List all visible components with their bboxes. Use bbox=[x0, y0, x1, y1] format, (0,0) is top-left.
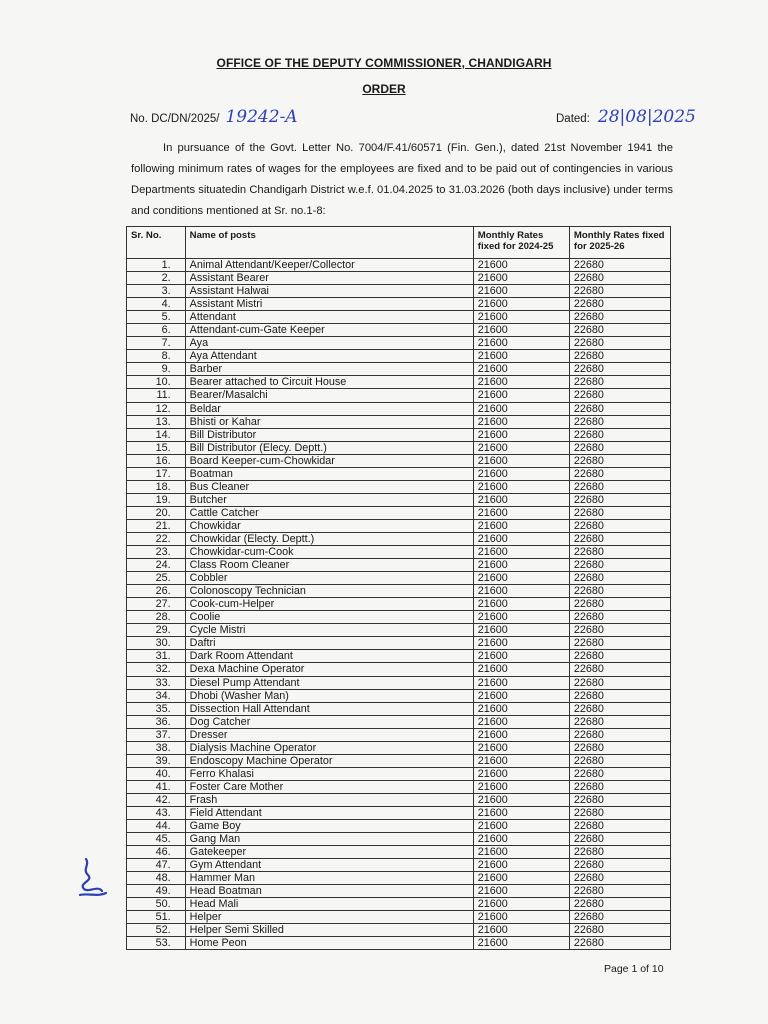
post-name-cell: Helper Semi Skilled bbox=[185, 924, 473, 937]
table-row bbox=[127, 441, 671, 454]
table-row bbox=[127, 637, 671, 650]
rate-2025-26-cell: 22680 bbox=[569, 846, 670, 859]
rate-2024-25-cell: 21600 bbox=[473, 480, 569, 493]
table-row bbox=[127, 454, 671, 467]
sr-no-cell: 13. bbox=[127, 415, 186, 428]
post-name-cell: Gang Man bbox=[185, 833, 473, 846]
post-name-cell: Diesel Pump Attendant bbox=[185, 676, 473, 689]
rate-2024-25-cell: 21600 bbox=[473, 389, 569, 402]
rate-2024-25-cell: 21600 bbox=[473, 324, 569, 337]
rate-2025-26-cell: 22680 bbox=[569, 519, 670, 532]
post-name-cell: Head Mali bbox=[185, 898, 473, 911]
post-name-cell: Cook-cum-Helper bbox=[185, 598, 473, 611]
post-name-cell: Dialysis Machine Operator bbox=[185, 741, 473, 754]
sr-no-cell: 50. bbox=[127, 898, 186, 911]
header-name-of-posts: Name of posts bbox=[185, 227, 473, 259]
table-row bbox=[127, 859, 671, 872]
post-name-cell: Assistant Mistri bbox=[185, 298, 473, 311]
table-row bbox=[127, 272, 671, 285]
rate-2024-25-cell: 21600 bbox=[473, 637, 569, 650]
post-name-cell: Board Keeper-cum-Chowkidar bbox=[185, 454, 473, 467]
rate-2024-25-cell: 21600 bbox=[473, 715, 569, 728]
sr-no-cell: 35. bbox=[127, 702, 186, 715]
post-name-cell: Boatman bbox=[185, 467, 473, 480]
sr-no-cell: 25. bbox=[127, 572, 186, 585]
rate-2024-25-cell: 21600 bbox=[473, 272, 569, 285]
rate-2025-26-cell: 22680 bbox=[569, 350, 670, 363]
rate-2024-25-cell: 21600 bbox=[473, 506, 569, 519]
table-row bbox=[127, 298, 671, 311]
post-name-cell: Daftri bbox=[185, 637, 473, 650]
rate-2024-25-cell: 21600 bbox=[473, 859, 569, 872]
rate-2024-25-cell: 21600 bbox=[473, 311, 569, 324]
rate-2024-25-cell: 21600 bbox=[473, 441, 569, 454]
rate-2025-26-cell: 22680 bbox=[569, 572, 670, 585]
rate-2025-26-cell: 22680 bbox=[569, 532, 670, 545]
table-row bbox=[127, 911, 671, 924]
table-row bbox=[127, 324, 671, 337]
dated-label: Dated: bbox=[556, 113, 590, 125]
reference-handwritten: 19242-A bbox=[225, 107, 298, 127]
sr-no-cell: 27. bbox=[127, 598, 186, 611]
post-name-cell: Frash bbox=[185, 793, 473, 806]
table-row bbox=[127, 402, 671, 415]
rate-2025-26-cell: 22680 bbox=[569, 715, 670, 728]
table-row bbox=[127, 676, 671, 689]
table-row bbox=[127, 650, 671, 663]
rate-2025-26-cell: 22680 bbox=[569, 585, 670, 598]
table-row bbox=[127, 428, 671, 441]
rate-2024-25-cell: 21600 bbox=[473, 611, 569, 624]
post-name-cell: Chowkidar (Electy. Deptt.) bbox=[185, 532, 473, 545]
sr-no-cell: 18. bbox=[127, 480, 186, 493]
table-row bbox=[127, 624, 671, 637]
post-name-cell: Barber bbox=[185, 363, 473, 376]
table-body bbox=[127, 259, 671, 950]
reference-prefix: No. DC/DN/2025/ bbox=[130, 113, 220, 125]
rate-2025-26-cell: 22680 bbox=[569, 663, 670, 676]
rate-2024-25-cell: 21600 bbox=[473, 519, 569, 532]
date-handwritten: 28|08|2025 bbox=[597, 107, 696, 127]
rate-2024-25-cell: 21600 bbox=[473, 546, 569, 559]
rate-2024-25-cell: 21600 bbox=[473, 924, 569, 937]
table-row bbox=[127, 480, 671, 493]
rate-2025-26-cell: 22680 bbox=[569, 415, 670, 428]
sr-no-cell: 33. bbox=[127, 676, 186, 689]
page-number: Page 1 of 10 bbox=[604, 963, 664, 975]
table-row bbox=[127, 559, 671, 572]
rate-2025-26-cell: 22680 bbox=[569, 728, 670, 741]
post-name-cell: Bill Distributor bbox=[185, 428, 473, 441]
table-row bbox=[127, 598, 671, 611]
post-name-cell: Coolie bbox=[185, 611, 473, 624]
post-name-cell: Chowkidar bbox=[185, 519, 473, 532]
rate-2024-25-cell: 21600 bbox=[473, 728, 569, 741]
sr-no-cell: 40. bbox=[127, 767, 186, 780]
rate-2025-26-cell: 22680 bbox=[569, 924, 670, 937]
rate-2024-25-cell: 21600 bbox=[473, 598, 569, 611]
sr-no-cell: 11. bbox=[127, 389, 186, 402]
sr-no-cell: 1. bbox=[127, 259, 186, 272]
rate-2024-25-cell: 21600 bbox=[473, 872, 569, 885]
sr-no-cell: 15. bbox=[127, 441, 186, 454]
rate-2025-26-cell: 22680 bbox=[569, 741, 670, 754]
table-row bbox=[127, 820, 671, 833]
post-name-cell: Field Attendant bbox=[185, 806, 473, 819]
sr-no-cell: 17. bbox=[127, 467, 186, 480]
sr-no-cell: 34. bbox=[127, 689, 186, 702]
sr-no-cell: 32. bbox=[127, 663, 186, 676]
sr-no-cell: 16. bbox=[127, 454, 186, 467]
sr-no-cell: 49. bbox=[127, 885, 186, 898]
rate-2025-26-cell: 22680 bbox=[569, 780, 670, 793]
table-row bbox=[127, 728, 671, 741]
post-name-cell: Aya Attendant bbox=[185, 350, 473, 363]
post-name-cell: Cobbler bbox=[185, 572, 473, 585]
post-name-cell: Attendant-cum-Gate Keeper bbox=[185, 324, 473, 337]
rate-2024-25-cell: 21600 bbox=[473, 493, 569, 506]
sr-no-cell: 31. bbox=[127, 650, 186, 663]
post-name-cell: Home Peon bbox=[185, 937, 473, 950]
sr-no-cell: 14. bbox=[127, 428, 186, 441]
sr-no-cell: 41. bbox=[127, 780, 186, 793]
post-name-cell: Hammer Man bbox=[185, 872, 473, 885]
post-name-cell: Dexa Machine Operator bbox=[185, 663, 473, 676]
rate-2024-25-cell: 21600 bbox=[473, 741, 569, 754]
rate-2025-26-cell: 22680 bbox=[569, 820, 670, 833]
rate-2025-26-cell: 22680 bbox=[569, 806, 670, 819]
rate-2024-25-cell: 21600 bbox=[473, 911, 569, 924]
table-row bbox=[127, 506, 671, 519]
table-row bbox=[127, 780, 671, 793]
rate-2025-26-cell: 22680 bbox=[569, 689, 670, 702]
sr-no-cell: 47. bbox=[127, 859, 186, 872]
rate-2024-25-cell: 21600 bbox=[473, 689, 569, 702]
sr-no-cell: 7. bbox=[127, 337, 186, 350]
rate-2024-25-cell: 21600 bbox=[473, 376, 569, 389]
rate-2024-25-cell: 21600 bbox=[473, 833, 569, 846]
sr-no-cell: 38. bbox=[127, 741, 186, 754]
rate-2024-25-cell: 21600 bbox=[473, 559, 569, 572]
sr-no-cell: 26. bbox=[127, 585, 186, 598]
rate-2025-26-cell: 22680 bbox=[569, 637, 670, 650]
rate-2025-26-cell: 22680 bbox=[569, 480, 670, 493]
rate-2024-25-cell: 21600 bbox=[473, 467, 569, 480]
rate-2024-25-cell: 21600 bbox=[473, 846, 569, 859]
sr-no-cell: 52. bbox=[127, 924, 186, 937]
rate-2024-25-cell: 21600 bbox=[473, 454, 569, 467]
rate-2025-26-cell: 22680 bbox=[569, 611, 670, 624]
table-row bbox=[127, 885, 671, 898]
rate-2025-26-cell: 22680 bbox=[569, 454, 670, 467]
sr-no-cell: 44. bbox=[127, 820, 186, 833]
post-name-cell: Cattle Catcher bbox=[185, 506, 473, 519]
rate-2024-25-cell: 21600 bbox=[473, 624, 569, 637]
rate-2025-26-cell: 22680 bbox=[569, 337, 670, 350]
rate-2025-26-cell: 22680 bbox=[569, 298, 670, 311]
table-row bbox=[127, 937, 671, 950]
rate-2025-26-cell: 22680 bbox=[569, 767, 670, 780]
sr-no-cell: 30. bbox=[127, 637, 186, 650]
sr-no-cell: 28. bbox=[127, 611, 186, 624]
rate-2025-26-cell: 22680 bbox=[569, 937, 670, 950]
post-name-cell: Helper bbox=[185, 911, 473, 924]
table-row bbox=[127, 611, 671, 624]
sr-no-cell: 46. bbox=[127, 846, 186, 859]
rate-2024-25-cell: 21600 bbox=[473, 767, 569, 780]
table-row bbox=[127, 767, 671, 780]
header-rate-2025-26: Monthly Rates fixed for 2025-26 bbox=[569, 227, 670, 259]
table-row bbox=[127, 793, 671, 806]
rate-2025-26-cell: 22680 bbox=[569, 754, 670, 767]
rate-2025-26-cell: 22680 bbox=[569, 324, 670, 337]
rate-2024-25-cell: 21600 bbox=[473, 428, 569, 441]
table-row bbox=[127, 898, 671, 911]
table-row bbox=[127, 572, 671, 585]
post-name-cell: Gym Attendant bbox=[185, 859, 473, 872]
sr-no-cell: 4. bbox=[127, 298, 186, 311]
sr-no-cell: 48. bbox=[127, 872, 186, 885]
post-name-cell: Gatekeeper bbox=[185, 846, 473, 859]
table-row bbox=[127, 702, 671, 715]
header-sr-no: Sr. No. bbox=[127, 227, 186, 259]
post-name-cell: Dresser bbox=[185, 728, 473, 741]
sr-no-cell: 51. bbox=[127, 911, 186, 924]
rate-2025-26-cell: 22680 bbox=[569, 493, 670, 506]
post-name-cell: Assistant Halwai bbox=[185, 285, 473, 298]
rate-2024-25-cell: 21600 bbox=[473, 259, 569, 272]
sr-no-cell: 29. bbox=[127, 624, 186, 637]
table-row bbox=[127, 754, 671, 767]
rate-2025-26-cell: 22680 bbox=[569, 859, 670, 872]
rate-2024-25-cell: 21600 bbox=[473, 702, 569, 715]
table-row bbox=[127, 715, 671, 728]
rate-2025-26-cell: 22680 bbox=[569, 833, 670, 846]
table-row bbox=[127, 337, 671, 350]
table-row bbox=[127, 806, 671, 819]
rate-2025-26-cell: 22680 bbox=[569, 559, 670, 572]
table-header-row bbox=[127, 227, 671, 259]
table-row bbox=[127, 389, 671, 402]
rate-2024-25-cell: 21600 bbox=[473, 298, 569, 311]
rate-2024-25-cell: 21600 bbox=[473, 363, 569, 376]
post-name-cell: Assistant Bearer bbox=[185, 272, 473, 285]
table-row bbox=[127, 532, 671, 545]
rate-2024-25-cell: 21600 bbox=[473, 572, 569, 585]
post-name-cell: Endoscopy Machine Operator bbox=[185, 754, 473, 767]
post-name-cell: Bhisti or Kahar bbox=[185, 415, 473, 428]
table-row bbox=[127, 663, 671, 676]
rate-2024-25-cell: 21600 bbox=[473, 663, 569, 676]
sr-no-cell: 53. bbox=[127, 937, 186, 950]
table-row bbox=[127, 585, 671, 598]
header-rate-2024-25: Monthly Rates fixed for 2024-25 bbox=[473, 227, 569, 259]
table-row bbox=[127, 363, 671, 376]
rate-2024-25-cell: 21600 bbox=[473, 937, 569, 950]
post-name-cell: Bearer/Masalchi bbox=[185, 389, 473, 402]
table-row bbox=[127, 493, 671, 506]
rate-2024-25-cell: 21600 bbox=[473, 350, 569, 363]
rate-2025-26-cell: 22680 bbox=[569, 598, 670, 611]
rate-2025-26-cell: 22680 bbox=[569, 650, 670, 663]
post-name-cell: Colonoscopy Technician bbox=[185, 585, 473, 598]
order-heading: ORDER bbox=[362, 82, 406, 96]
sr-no-cell: 6. bbox=[127, 324, 186, 337]
rate-2024-25-cell: 21600 bbox=[473, 780, 569, 793]
table-row bbox=[127, 872, 671, 885]
post-name-cell: Game Boy bbox=[185, 820, 473, 833]
table-row bbox=[127, 741, 671, 754]
wages-table bbox=[126, 226, 671, 950]
post-name-cell: Bus Cleaner bbox=[185, 480, 473, 493]
post-name-cell: Ferro Khalasi bbox=[185, 767, 473, 780]
rate-2025-26-cell: 22680 bbox=[569, 402, 670, 415]
post-name-cell: Bearer attached to Circuit House bbox=[185, 376, 473, 389]
reference-number bbox=[130, 107, 298, 127]
rate-2025-26-cell: 22680 bbox=[569, 911, 670, 924]
post-name-cell: Foster Care Mother bbox=[185, 780, 473, 793]
sr-no-cell: 45. bbox=[127, 833, 186, 846]
table-row bbox=[127, 285, 671, 298]
sr-no-cell: 10. bbox=[127, 376, 186, 389]
sr-no-cell: 3. bbox=[127, 285, 186, 298]
table-row bbox=[127, 546, 671, 559]
rate-2025-26-cell: 22680 bbox=[569, 389, 670, 402]
sr-no-cell: 24. bbox=[127, 559, 186, 572]
table-row bbox=[127, 415, 671, 428]
rate-2025-26-cell: 22680 bbox=[569, 872, 670, 885]
sr-no-cell: 8. bbox=[127, 350, 186, 363]
rate-2025-26-cell: 22680 bbox=[569, 272, 670, 285]
rate-2024-25-cell: 21600 bbox=[473, 806, 569, 819]
rate-2024-25-cell: 21600 bbox=[473, 415, 569, 428]
rate-2024-25-cell: 21600 bbox=[473, 793, 569, 806]
post-name-cell: Attendant bbox=[185, 311, 473, 324]
table-row bbox=[127, 846, 671, 859]
post-name-cell: Dark Room Attendant bbox=[185, 650, 473, 663]
table-row bbox=[127, 689, 671, 702]
table-row bbox=[127, 259, 671, 272]
post-name-cell: Head Boatman bbox=[185, 885, 473, 898]
table-row bbox=[127, 833, 671, 846]
rate-2025-26-cell: 22680 bbox=[569, 428, 670, 441]
rate-2025-26-cell: 22680 bbox=[569, 702, 670, 715]
sr-no-cell: 9. bbox=[127, 363, 186, 376]
post-name-cell: Beldar bbox=[185, 402, 473, 415]
signature-mark bbox=[72, 855, 112, 901]
rate-2024-25-cell: 21600 bbox=[473, 650, 569, 663]
sr-no-cell: 42. bbox=[127, 793, 186, 806]
post-name-cell: Dog Catcher bbox=[185, 715, 473, 728]
rate-2024-25-cell: 21600 bbox=[473, 676, 569, 689]
rate-2025-26-cell: 22680 bbox=[569, 898, 670, 911]
rate-2024-25-cell: 21600 bbox=[473, 585, 569, 598]
rate-2025-26-cell: 22680 bbox=[569, 467, 670, 480]
sr-no-cell: 5. bbox=[127, 311, 186, 324]
table-row bbox=[127, 376, 671, 389]
sr-no-cell: 37. bbox=[127, 728, 186, 741]
rate-2024-25-cell: 21600 bbox=[473, 885, 569, 898]
rate-2025-26-cell: 22680 bbox=[569, 441, 670, 454]
table-row bbox=[127, 350, 671, 363]
post-name-cell: Butcher bbox=[185, 493, 473, 506]
rate-2024-25-cell: 21600 bbox=[473, 532, 569, 545]
table-row bbox=[127, 924, 671, 937]
rate-2025-26-cell: 22680 bbox=[569, 285, 670, 298]
rate-2025-26-cell: 22680 bbox=[569, 676, 670, 689]
rate-2025-26-cell: 22680 bbox=[569, 793, 670, 806]
table-row bbox=[127, 311, 671, 324]
sr-no-cell: 2. bbox=[127, 272, 186, 285]
post-name-cell: Dissection Hall Attendant bbox=[185, 702, 473, 715]
table-row bbox=[127, 519, 671, 532]
sr-no-cell: 43. bbox=[127, 806, 186, 819]
sr-no-cell: 23. bbox=[127, 546, 186, 559]
rate-2025-26-cell: 22680 bbox=[569, 506, 670, 519]
date-line bbox=[556, 107, 696, 127]
table-row bbox=[127, 467, 671, 480]
intro-paragraph: In pursuance of the Govt. Letter No. 7004/F.41/60571 (Fin. Gen.), dated 21st November 1941 the following minimum rates of wages for the employees are fixed and to be paid out of contingencies in various Departments situatedin Chandigarh District w.e.f. 01.04.2025 to 31.03.2026 (both days inclusive) under terms and conditions mentioned at Sr. no.1-8: bbox=[131, 142, 673, 217]
rate-2025-26-cell: 22680 bbox=[569, 376, 670, 389]
rate-2024-25-cell: 21600 bbox=[473, 898, 569, 911]
office-title: OFFICE OF THE DEPUTY COMMISSIONER, CHANDIGARH bbox=[216, 56, 552, 70]
rate-2025-26-cell: 22680 bbox=[569, 259, 670, 272]
rate-2025-26-cell: 22680 bbox=[569, 624, 670, 637]
rate-2024-25-cell: 21600 bbox=[473, 402, 569, 415]
post-name-cell: Dhobi (Washer Man) bbox=[185, 689, 473, 702]
sr-no-cell: 12. bbox=[127, 402, 186, 415]
post-name-cell: Bill Distributor (Elecy. Deptt.) bbox=[185, 441, 473, 454]
rate-2024-25-cell: 21600 bbox=[473, 820, 569, 833]
post-name-cell: Animal Attendant/Keeper/Collector bbox=[185, 259, 473, 272]
sr-no-cell: 36. bbox=[127, 715, 186, 728]
sr-no-cell: 19. bbox=[127, 493, 186, 506]
rate-2024-25-cell: 21600 bbox=[473, 754, 569, 767]
rate-2025-26-cell: 22680 bbox=[569, 546, 670, 559]
post-name-cell: Aya bbox=[185, 337, 473, 350]
rate-2024-25-cell: 21600 bbox=[473, 337, 569, 350]
sr-no-cell: 20. bbox=[127, 506, 186, 519]
post-name-cell: Chowkidar-cum-Cook bbox=[185, 546, 473, 559]
post-name-cell: Cycle Mistri bbox=[185, 624, 473, 637]
rate-2025-26-cell: 22680 bbox=[569, 311, 670, 324]
rate-2025-26-cell: 22680 bbox=[569, 363, 670, 376]
rate-2024-25-cell: 21600 bbox=[473, 285, 569, 298]
sr-no-cell: 39. bbox=[127, 754, 186, 767]
rate-2025-26-cell: 22680 bbox=[569, 885, 670, 898]
sr-no-cell: 22. bbox=[127, 532, 186, 545]
post-name-cell: Class Room Cleaner bbox=[185, 559, 473, 572]
sr-no-cell: 21. bbox=[127, 519, 186, 532]
